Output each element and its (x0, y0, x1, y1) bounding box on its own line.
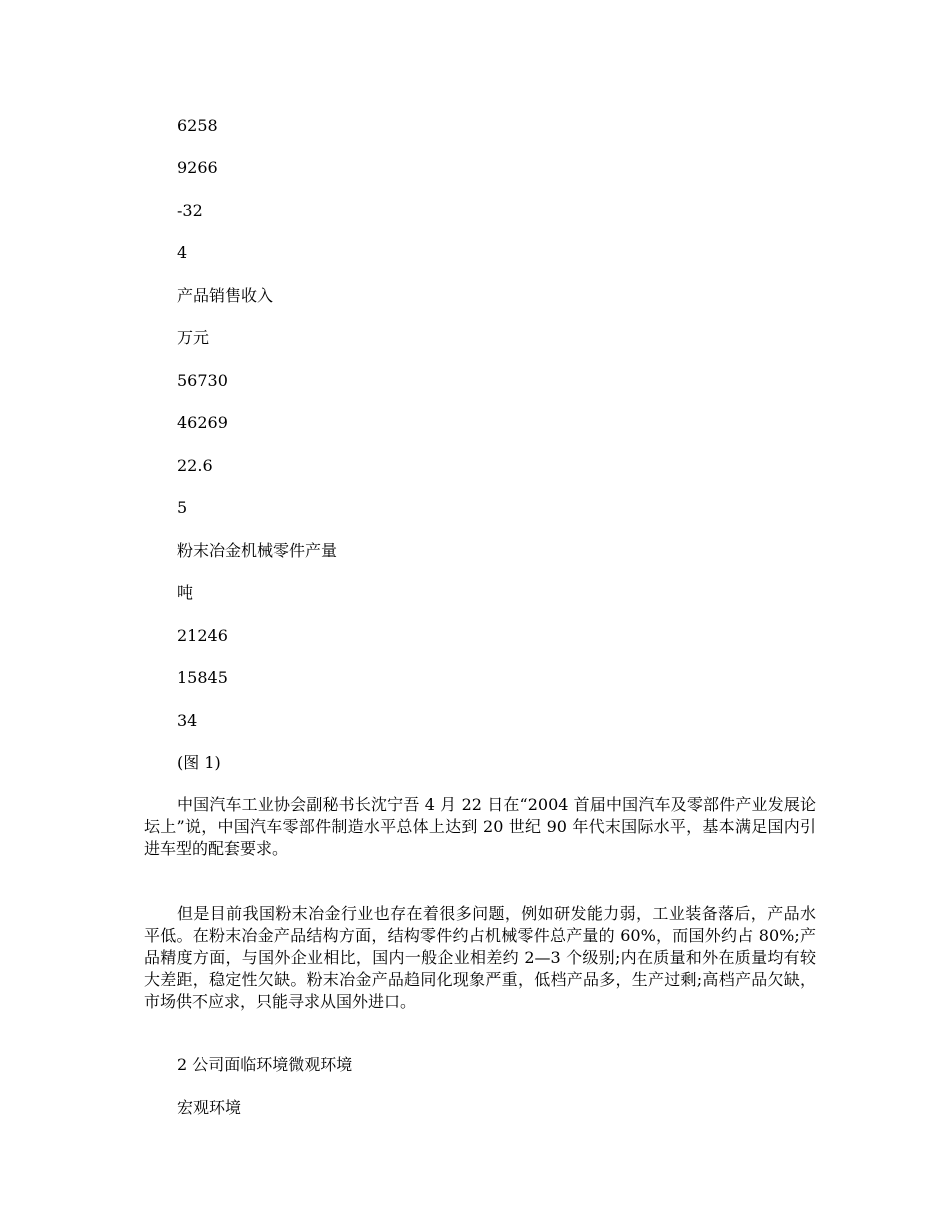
table-cell-row3-growth: -32 (177, 201, 203, 220)
figure-caption: (图 1) (177, 753, 221, 772)
subsection-heading: 宏观环境 (177, 1098, 242, 1117)
table-cell-row4-growth: 22.6 (177, 456, 213, 475)
table-cell-row5-unit: 吨 (177, 583, 194, 602)
table-cell-row5-growth: 34 (177, 711, 198, 730)
table-cell-row5-index: 5 (177, 498, 188, 517)
table-cell-row4-value-2004: 56730 (177, 371, 228, 390)
table-cell-row4-unit: 万元 (177, 328, 210, 347)
paragraph-industry-problems: 但是目前我国粉末冶金行业也存在着很多问题，例如研发能力弱，工业装备落后，产品水平低。在粉末冶金产品结构方面，结构零件约占机械零件总产量的 60%，而国外约占 80%;产品精度方面，与国外企业相比，国内一般企业相差约 2—3 个级别;内在质量和外在质量均有较大差距，稳定性欠缺。粉末冶金产品趋同化现象严重，低档产品多，生产过剩;高档产品欠缺，市场供不应求，只能寻求从国外进口。 (144, 904, 816, 1011)
section-heading: 2 公司面临环境微观环境 (177, 1055, 353, 1074)
paragraph-industry-level: 中国汽车工业协会副秘书长沈宁吾 4 月 22 日在“2004 首届中国汽车及零部件产业发展论坛上”说，中国汽车零部件制造水平总体上达到 20 世纪 90 年代末国际水平，基本满足国内引进车型的配套要求。 (144, 795, 816, 858)
table-cell-row5-item: 粉末冶金机械零件产量 (177, 541, 338, 560)
table-cell-row4-item: 产品销售收入 (177, 286, 274, 305)
table-cell-row4-index: 4 (177, 243, 188, 262)
table-cell-row3-value-2003: 9266 (177, 158, 218, 177)
table-cell-row4-value-2003: 46269 (177, 413, 228, 432)
table-cell-row5-value-2004: 21246 (177, 626, 228, 645)
table-cell-row5-value-2003: 15845 (177, 668, 228, 687)
table-cell-row3-value-2004: 6258 (177, 116, 218, 135)
